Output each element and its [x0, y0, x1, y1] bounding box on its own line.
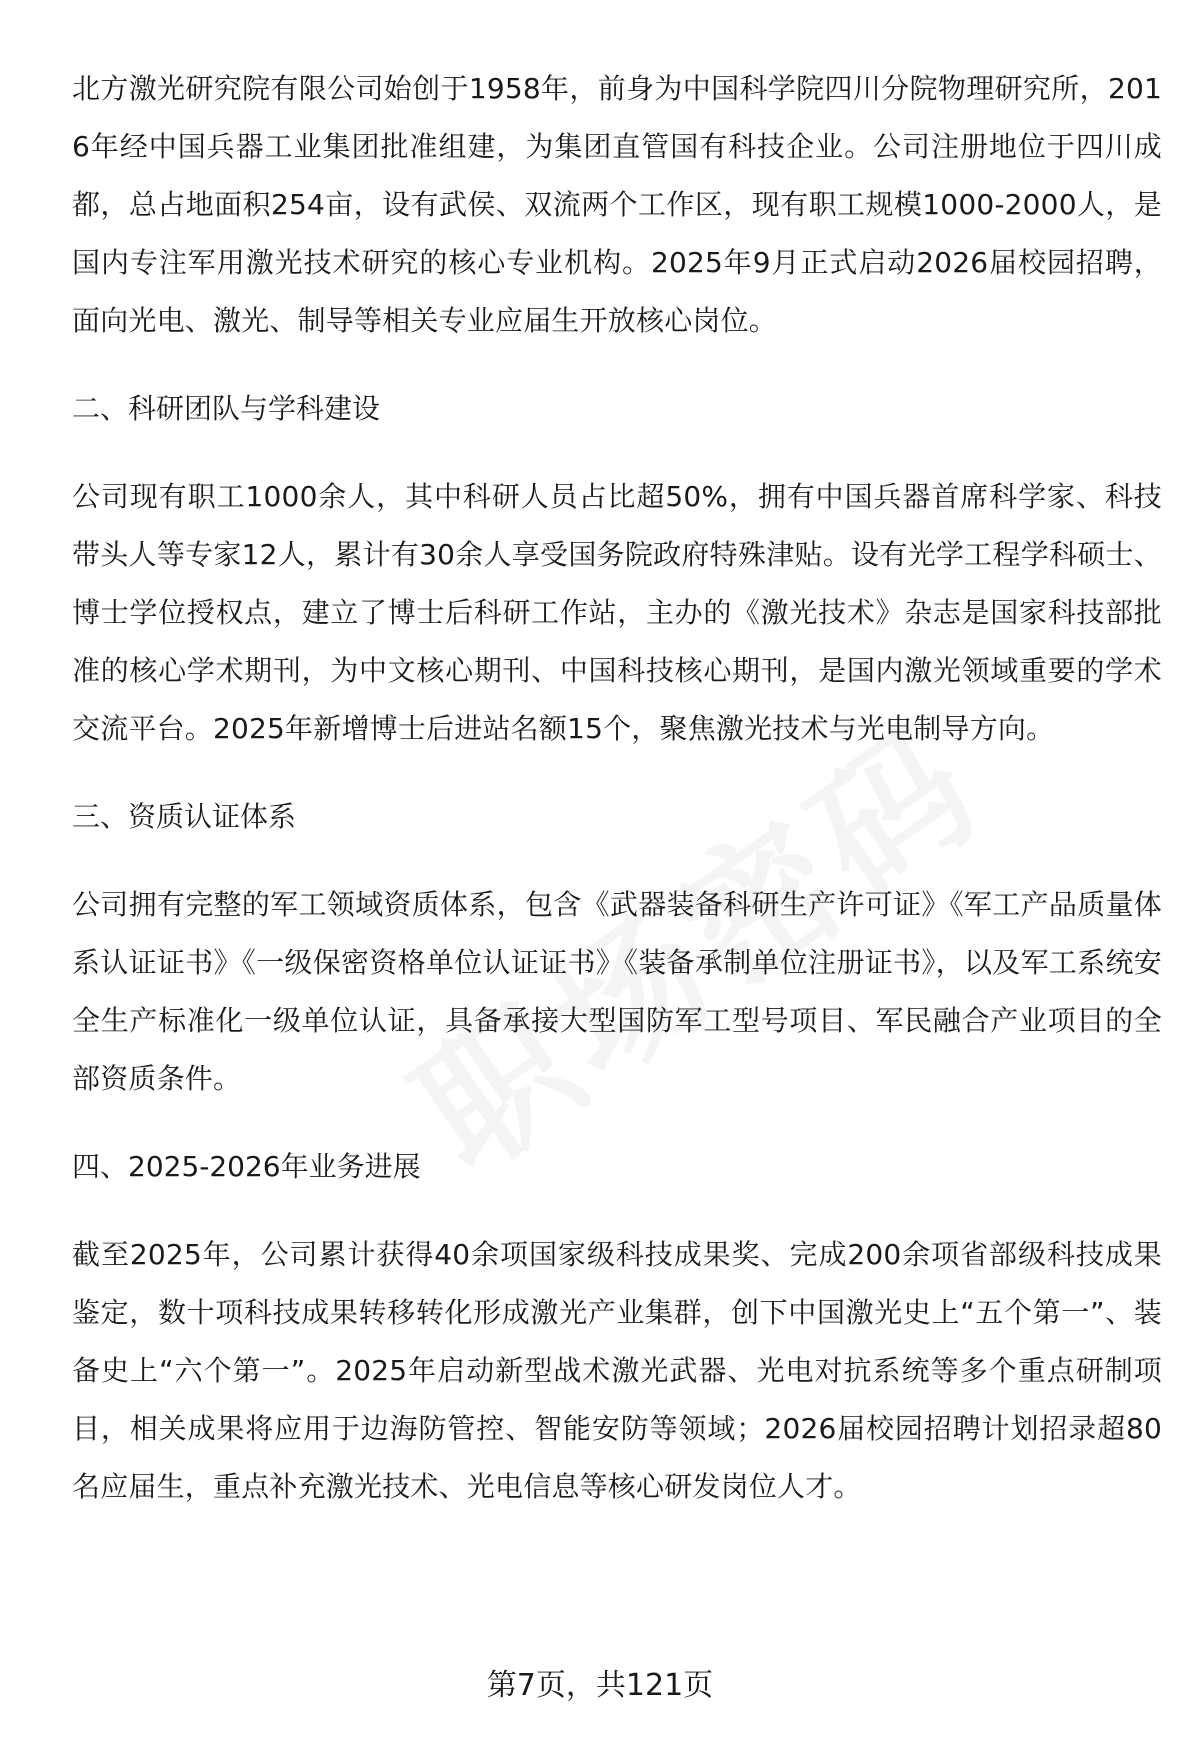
section-4-heading: 四、2025-2026年业务进展 — [72, 1150, 421, 1183]
page-number-footer: 第7页，共121页 — [486, 1668, 714, 1703]
section-4-paragraph: 截至2025年，公司累计获得40余项国家级科技成果奖、完成200余项省部级科技成果鉴定，数十项科技成果转移转化形成激光产业集群，创下中国激光史上“五个第一”、装备史上“六个第一”。2025年启动新型战术激光武器、光电对抗系统等多个重点研制项目，相关成果将应用于边海防管控、智能安防等领域；2026届校园招聘计划招录超80名应届生，重点补充激光技术、光电信息等核心研发岗位人才。 — [72, 1238, 1162, 1503]
section-2-heading: 二、科研团队与学科建设 — [72, 392, 381, 425]
section-3-heading: 三、资质认证体系 — [72, 800, 297, 833]
section-3-paragraph: 公司拥有完整的军工领域资质体系，包含《武器装备科研生产许可证》《军工产品质量体系认证证书》《一级保密资格单位认证证书》《装备承制单位注册证书》，以及军工系统安全生产标准化一级单位认证，具备承接大型国防军工型号项目、军民融合产业项目的全部资质条件。 — [72, 888, 1162, 1095]
intro-paragraph: 北方激光研究院有限公司始创于1958年，前身为中国科学院四川分院物理研究所，2016年经中国兵器工业集团批准组建，为集团直管国有科技企业。公司注册地位于四川成都，总占地面积254亩，设有武侯、双流两个工作区，现有职工规模1000-2000人，是国内专注军用激光技术研究的核心专业机构。2025年9月正式启动2026届校园招聘，面向光电、激光、制导等相关专业应届生开放核心岗位。 — [72, 72, 1162, 337]
section-2-paragraph: 公司现有职工1000余人，其中科研人员占比超50%，拥有中国兵器首席科学家、科技带头人等专家12人，累计有30余人享受国务院政府特殊津贴。设有光学工程学科硕士、博士学位授权点，建立了博士后科研工作站，主办的《激光技术》杂志是国家科技部批准的核心学术期刊，为中文核心期刊、中国科技核心期刊，是国内激光领域重要的学术交流平台。2025年新增博士后进站名额15个，聚焦激光技术与光电制导方向。 — [72, 480, 1162, 745]
document-content — [72, 60, 1162, 1516]
